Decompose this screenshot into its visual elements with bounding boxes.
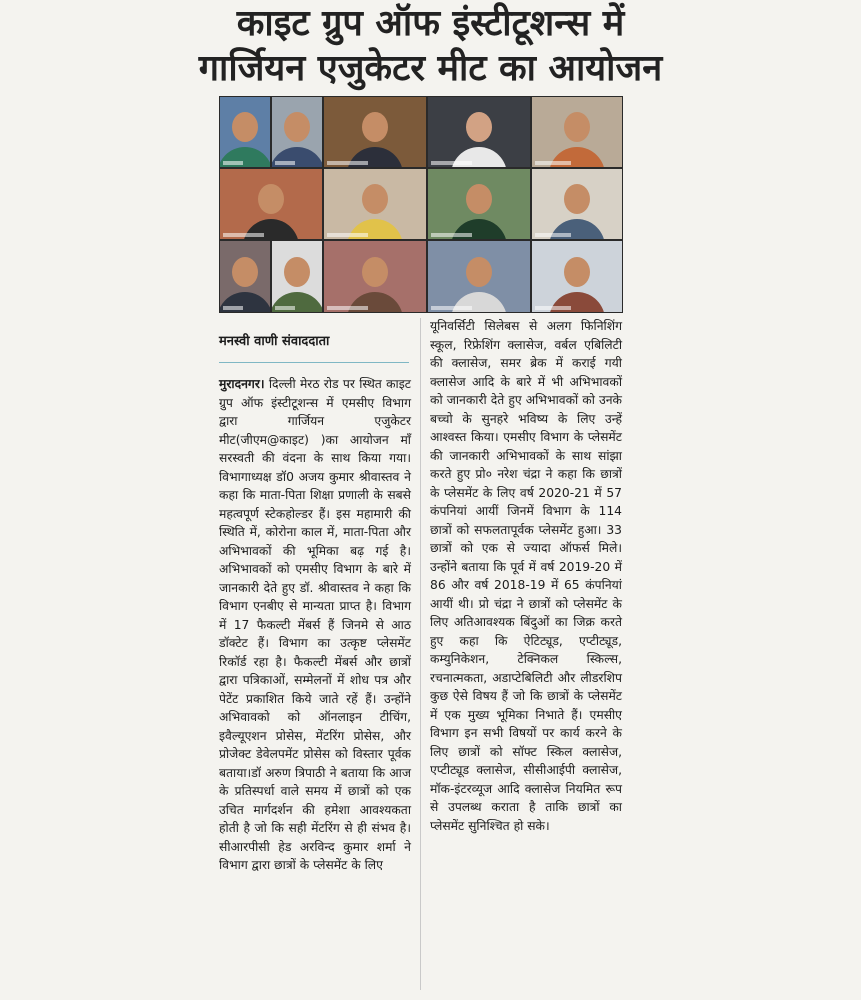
participant-tile bbox=[427, 96, 531, 168]
headline bbox=[0, 2, 861, 92]
participant-tile bbox=[323, 96, 427, 168]
participant-tile bbox=[271, 240, 323, 313]
column-divider bbox=[420, 318, 421, 990]
participant-tile bbox=[271, 96, 323, 168]
participant-tile bbox=[531, 96, 623, 168]
article-left-column bbox=[219, 375, 411, 875]
participant-tile bbox=[427, 168, 531, 240]
video-conference-photo bbox=[219, 96, 623, 313]
participant-tile bbox=[427, 240, 531, 313]
dateline-place: मुरादनगर। bbox=[219, 377, 265, 391]
participant-tile bbox=[219, 96, 271, 168]
participant-tile bbox=[531, 240, 623, 313]
participant-tile bbox=[219, 168, 323, 240]
participant-tile bbox=[323, 240, 427, 313]
left-column-text: दिल्ली मेरठ रोड पर स्थित काइट ग्रुप ऑफ इंस्टीटूशन्स में एमसीए विभाग द्वारा गार्जियन एजुकेटर मीट(जीएम@काइट) )का आयोजन माँ सरस्वती की वंदना के साथ किया गया। विभागाध्यक्ष डॉ0 अजय कुमार श्रीवास्तव ने कहा कि माता-पिता शिक्षा प्रणाली के सबसे महत्वपूर्ण स्टेकहोल्डर हैं। इस महामारी की स्थिति में, कोरोना काल में, माता-पिता और अभिभावकों की भूमिका बढ़ गई है। अभिभावकों को एमसीए विभाग के बारे में जानकारी देते हुए डॉ. श्रीवास्तव ने कहा कि विभाग एनबीए से मान्यता प्राप्त है। विभाग में 17 फैकल्टी मेंबर्स हैं जिनमे से आठ डॉक्टेट हैं। विभाग का उत्कृष्ट प्लेसमेंट रिकॉर्ड रहा है। फैकल्टी मेंबर्स और छात्रों द्वारा पत्रिकाओं, सम्मेलनों में शोध पत्र और पेटेंट प्रकाशित किये जाते रहें हैं। उन्होंने अभिवावको को ऑनलाइन टीचिंग, इवैल्यूएशन प्रोसेस, मेंटरिंग प्रोसेस, और प्रोजेक्ट डेवेलपमेंट प्रोसेस को विस्तार पूर्वक बताया।डॉ अरुण त्रिपाठी ने बताया कि आज के प्रतिस्पर्धा वाले समय में छात्रों को एक उचित मार्गदर्शन की हमेशा आवश्यकता होती है जो कि सही मेंटरिंग से ही संभव है। सीआरपीसी हेड अरविन्द कुमार शर्मा ने विभाग द्वारा छात्रों के प्लेसमेंट के लिए bbox=[219, 377, 411, 872]
participant-tile bbox=[531, 168, 623, 240]
byline-rule bbox=[219, 362, 409, 363]
participant-tile bbox=[323, 168, 427, 240]
headline-line-1: काइट ग्रुप ऑफ इंस्टीटूशन्स में bbox=[236, 3, 625, 44]
right-column-text: यूनिवर्सिटी सिलेबस से अलग फिनिशिंग स्कूल, रिफ्रेशिंग क्लासेज, वर्बल एबिलिटी की क्लासेज, समर ब्रेक में कराई गयी क्लासेज आदि के बारे में भी अभिभावकों को जानकारी देते हुए अभिभावकों को उनके बच्चो के सुनहरे भविष्य के लिए उन्हें आश्वस्त किया। एमसीए विभाग के प्लेसमेंट की जानकारी अभिभावकों के साथ सांझा करते हुए प्रो० नरेश चंद्रा ने कहा कि छात्रों के प्लेसमेंट के लिए वर्ष 2020-21 में 57 कंपनियां आयीं जिनमें विभाग के 114 छात्रों को सफलतापूर्वक प्लेसमेंट हुआ। 33 छात्रों को एक से ज्यादा ऑफर्स मिले। उन्होंने बताया कि पूर्व में वर्ष 2019-20 में 86 और वर्ष 2018-19 में 65 कंपनियां आयीं थी। प्रो चंद्रा ने छात्रों को प्लेसमेंट के लिए अतिआवश्यक बिंदुओं का जिक्र करते हुए कहा कि ऐटिट्यूड, एप्टीट्यूड, कम्युनिकेशन, टेक्निकल स्किल्स, रचनात्मकता, अडाप्टेबिलिटी और लीडरशिप कुछ ऐसे विषय हैं जो कि छात्रों के प्लेसमेंट में एक मुख्य भूमिका निभाते हैं। एमसीए विभाग इन सभी विषयों पर कार्य करने के लिए छात्रों को सॉफ्ट स्किल क्लासेज, एप्टीट्यूड क्लासेज, सीसीआईपी क्लासेज, मॉक-इंटरव्यूज आदि क्लासेज नियमित रूप से उपलब्ध कराता है ताकि छात्रों का प्लेसमेंट सुनिश्चित हो सके। bbox=[430, 319, 622, 833]
article-right-column bbox=[430, 317, 622, 835]
byline: मनस्वी वाणी संवाददाता bbox=[219, 334, 330, 349]
headline-line-2: गार्जियन एजुकेटर मीट का आयोजन bbox=[198, 48, 663, 89]
participant-tile bbox=[219, 240, 271, 313]
